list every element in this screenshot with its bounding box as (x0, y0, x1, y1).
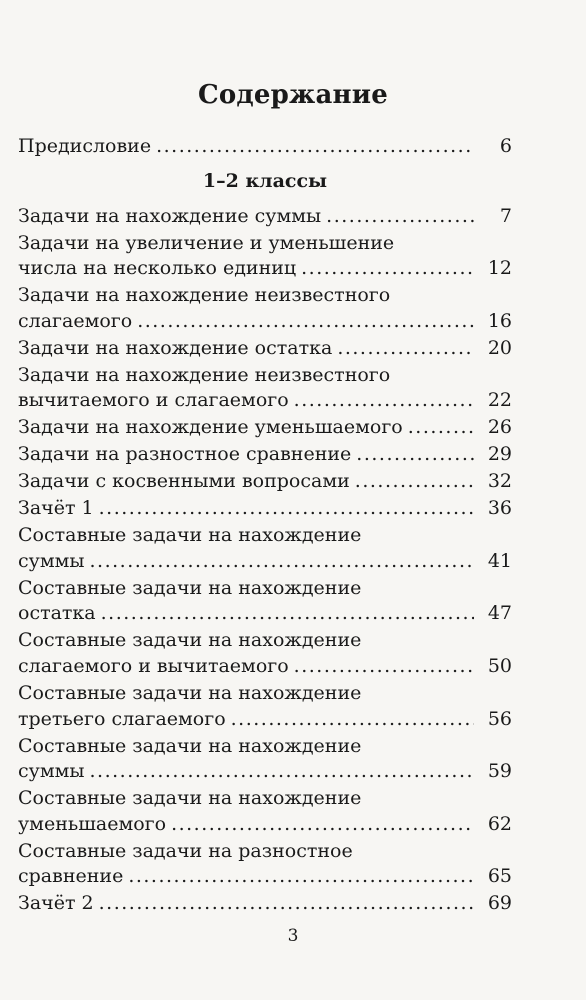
toc-entry-text-line1: Составные задачи на нахождение (18, 524, 362, 547)
toc-entry-text-line1: Составные задачи на нахождение (18, 629, 362, 652)
dot-leader (137, 309, 474, 335)
dot-leader (231, 707, 474, 733)
toc-entry-text-line1: Составные задачи на разностное (18, 839, 353, 862)
toc-entry[interactable] (18, 839, 512, 890)
toc-entry-text-line1: Составные задачи на нахождение (18, 681, 362, 704)
toc-entry-text-line1: Составные задачи на нахождение (18, 734, 362, 757)
page-number: 3 (287, 926, 299, 946)
toc-page-number: 7 (499, 204, 512, 227)
dot-leader (355, 469, 474, 495)
toc-entry[interactable] (18, 336, 512, 362)
toc-entry[interactable] (18, 204, 512, 230)
dot-leader (101, 601, 474, 627)
toc-entry-text-line1: Составные задачи на нахождение (18, 576, 362, 599)
toc-entry-text-line1: Задачи на нахождение неизвестного (18, 363, 391, 386)
toc-entry[interactable] (18, 442, 512, 468)
toc-page-number: 12 (487, 257, 512, 280)
dot-leader (156, 134, 474, 160)
toc-entry-text: сравнение (18, 865, 124, 888)
toc-entry-text: суммы (18, 549, 85, 572)
toc-entry-text: Предисловие (18, 135, 152, 157)
section-heading: 1–2 классы (202, 169, 328, 192)
dot-leader (99, 496, 474, 522)
dot-leader (90, 759, 475, 785)
toc-page-number: 20 (487, 336, 512, 359)
dot-leader (301, 256, 474, 282)
toc-page-number: 69 (487, 892, 512, 915)
dot-leader (337, 336, 474, 362)
toc-page-number: 65 (487, 865, 512, 888)
toc-entry[interactable] (18, 681, 512, 732)
toc-entry-text-line1: Составные задачи на нахождение (18, 787, 362, 810)
toc-page-number: 6 (499, 135, 512, 157)
toc-entry[interactable] (18, 363, 512, 414)
toc-page-number: 56 (487, 707, 512, 730)
toc-entry[interactable] (18, 628, 512, 679)
toc-page-number: 26 (487, 416, 512, 439)
toc-entry-text: Задачи с косвенными вопросами (18, 470, 350, 493)
toc-entry-text: Задачи на нахождение суммы (18, 204, 322, 227)
dot-leader (99, 891, 474, 917)
dot-leader (294, 388, 474, 414)
toc-page-number: 50 (487, 654, 512, 677)
toc-entry[interactable] (18, 576, 512, 627)
toc-page-number: 32 (487, 470, 512, 493)
toc-entry[interactable] (18, 283, 512, 334)
toc-entry-text: уменьшаемого (18, 812, 167, 835)
toc-entry-text: Задачи на разностное сравнение (18, 443, 352, 466)
toc-page-number: 29 (487, 443, 512, 466)
toc-entry[interactable] (18, 415, 512, 441)
toc-entry-text: Задачи на нахождение уменьшаемого (18, 416, 403, 439)
toc-page-number: 22 (487, 389, 512, 412)
toc-entry[interactable] (18, 469, 512, 495)
dot-leader (356, 442, 474, 468)
toc-entry-text: Зачёт 2 (18, 892, 94, 915)
dot-leader (128, 864, 474, 890)
toc-entry-text: вычитаемого и слагаемого (18, 389, 289, 412)
toc-entry-text: суммы (18, 760, 85, 783)
dot-leader (171, 812, 474, 838)
toc-entry-preface[interactable] (18, 134, 512, 160)
toc-entry-text: Зачёт 1 (18, 497, 94, 520)
dot-leader (90, 549, 475, 575)
toc-entry[interactable] (18, 786, 512, 837)
toc-entry-text: числа на несколько единиц (18, 257, 297, 280)
dot-leader (294, 654, 474, 680)
page-title: Содержание (197, 80, 389, 110)
toc-entry-text-line1: Задачи на нахождение неизвестного (18, 284, 391, 307)
toc-entry-text: слагаемого (18, 309, 133, 332)
toc-entry-text: слагаемого и вычитаемого (18, 654, 289, 677)
toc-page-number: 62 (487, 812, 512, 835)
toc-entry-text: Задачи на нахождение остатка (18, 336, 333, 359)
toc-entry[interactable] (18, 891, 512, 917)
toc-entry[interactable] (18, 734, 512, 785)
toc-entry[interactable] (18, 523, 512, 574)
dot-leader (326, 204, 474, 230)
toc-entry[interactable] (18, 231, 512, 282)
toc-entries (18, 204, 512, 917)
toc-page-number: 47 (487, 602, 512, 625)
table-of-contents (18, 134, 512, 918)
toc-page-number: 36 (487, 497, 512, 520)
toc-entry-text: третьего слагаемого (18, 707, 226, 730)
toc-entry[interactable] (18, 496, 512, 522)
toc-entry-text: остатка (18, 602, 96, 625)
toc-page-number: 59 (487, 760, 512, 783)
toc-entry-text-line1: Задачи на увеличение и уменьшение (18, 231, 395, 254)
toc-page-number: 16 (487, 309, 512, 332)
dot-leader (408, 415, 474, 441)
toc-page-number: 41 (487, 549, 512, 572)
